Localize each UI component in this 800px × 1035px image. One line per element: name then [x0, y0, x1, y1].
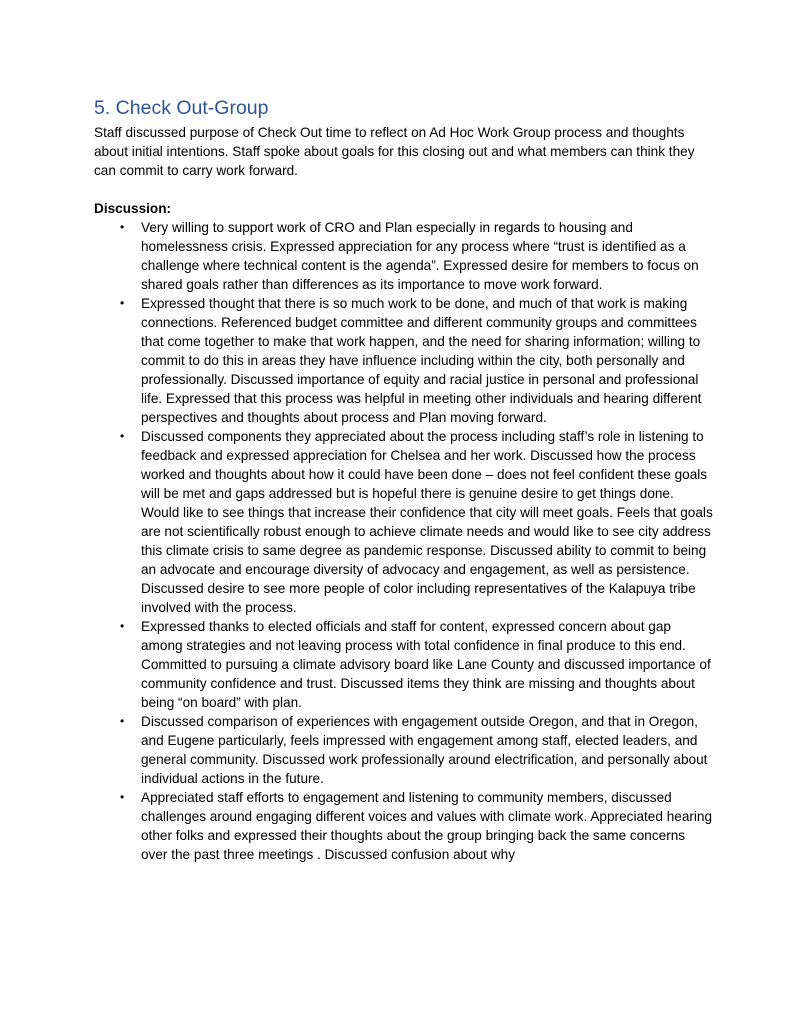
bullet-icon: • — [120, 790, 125, 804]
list-item — [94, 788, 714, 864]
list-item — [94, 427, 714, 617]
section-content — [94, 96, 714, 864]
bullet-icon: • — [120, 619, 125, 633]
list-item-text: Appreciated staff efforts to engagement and listening to community members, discussed challenges around engaging different voices and values with climate work. Appreciated hearing other folks and expressed their thoughts about the group bringing back the same concerns over the past three meetings . Discussed confusion about why — [141, 790, 713, 862]
section-intro: Staff discussed purpose of Check Out time to reflect on Ad Hoc Work Group process and thoughts about initial intentions. Staff spoke about goals for this closing out and what members can think they can commit to carry work forward. — [94, 125, 695, 178]
list-item — [94, 218, 714, 294]
bullet-icon: • — [120, 296, 125, 310]
bullet-icon: • — [120, 220, 125, 234]
section-heading: 5. Check Out-Group — [94, 97, 269, 119]
discussion-list — [94, 218, 714, 864]
list-item-text: Very willing to support work of CRO and Plan especially in regards to housing and homelessness crisis. Expressed appreciation for any process where “trust is identified as a challenge where technical content is the agenda”. Expressed desire for members to focus on shared goals rather than differences as its importance to move work forward. — [141, 220, 699, 292]
discussion-label: Discussion: — [94, 201, 172, 216]
list-item-text: Discussed components they appreciated about the process including staff’s role in listening to feedback and expressed appreciation for Chelsea and her work. Discussed how the process worked and thoughts about how it could have been done – does not feel confident these goals will be met and gaps addressed but is hopeful there is genuine desire to get things done. Would like to see things that increase their confidence that city will meet goals. Feels that goals are not scientifically robust enough to achieve climate needs and would like to see city address this climate crisis to same degree as pandemic response. Discussed ability to commit to being an advocate and encourage diversity of advocacy and engagement, as well as persistence. Discussed desire to see more people of color including representatives of the Kalapuya tribe involved with the process. — [141, 429, 713, 615]
bullet-icon: • — [120, 714, 125, 728]
list-item — [94, 294, 714, 427]
list-item — [94, 617, 714, 712]
list-item — [94, 712, 714, 788]
list-item-text: Discussed comparison of experiences with engagement outside Oregon, and that in Oregon, and Eugene particularly, feels impressed with engagement among staff, elected leaders, and general community. Discussed work professionally around electrification, and personally about individual actions in the future. — [141, 714, 708, 786]
list-item-text: Expressed thanks to elected officials and staff for content, expressed concern about gap among strategies and not leaving process with total confidence in final produce to this end. Committed to pursuing a climate advisory board like Lane County and discussed importance of community confidence and trust. Discussed items they think are missing and thoughts about being “on board” with plan. — [141, 619, 711, 710]
bullet-icon: • — [120, 429, 125, 443]
list-item-text: Expressed thought that there is so much work to be done, and much of that work is making connections. Referenced budget committee and different community groups and committees that come together to make that work happen, and the need for sharing information; willing to commit to do this in areas they have influence including within the city, both personally and professionally. Discussed importance of equity and racial justice in personal and professional life. Expressed that this process was helpful in meeting other individuals and hearing different perspectives and thoughts about process and Plan moving forward. — [141, 296, 702, 425]
